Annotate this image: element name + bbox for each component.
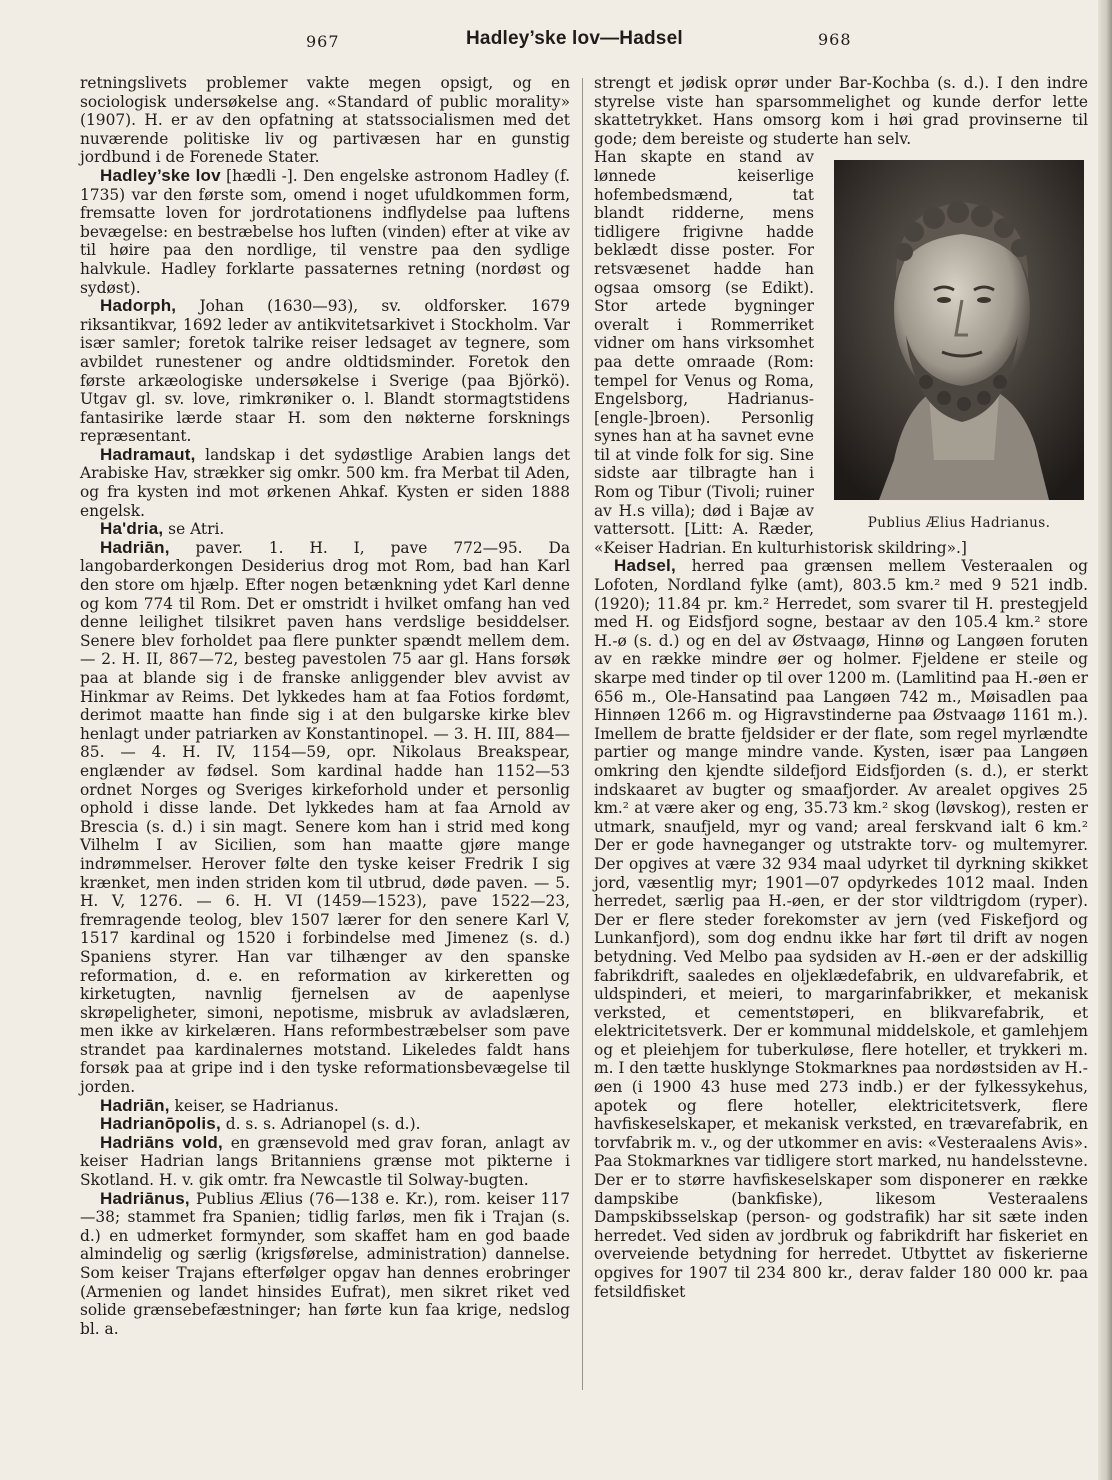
right-column bbox=[594, 74, 1088, 1301]
headword: Hadriān, bbox=[100, 1095, 170, 1115]
figure-caption: Publius Ælius Hadrianus. bbox=[867, 515, 1051, 532]
entry-continuation: retningslivets problemer vakte megen opsigt, og en sociologisk undersøkelse ang. «Standard of public morality» (1907). H. er av den opfatning at statssocialismen med det nuværende politiske liv og partivæsen har en gunstig jordbund i de Forenede Stater. bbox=[80, 74, 570, 167]
portrait-figure bbox=[824, 160, 1094, 533]
entry-hadsel bbox=[594, 557, 1088, 1301]
entry-hadorph bbox=[80, 297, 570, 446]
hadrian-bust-image bbox=[834, 160, 1084, 500]
entry-text: paver. 1. H. I, pave 772—95. Da langobarderkongen Desiderius drog mot Rom, bad han Karl den store om hjælp. Efter nogen betænkning ydet Karl denne og kom 774 til Rom. Det er omstridt i hvilket omfang han ved denne leilighet tilsikret paven hans verdslige besiddelser. Senere blev forholdet paa flere punkter spændt mellem dem. — 2. H. II, 867—72, besteg pavestolen 75 aar gl. Hans forsøk paa at blande sig i de franske anliggender blev avvist av Hinkmar av Reims. Det lykkedes ham at faa Fotios fordømt, derimot maatte han finde sig i at den bulgarske kirke blev henlagt under patriarken av Konstantinopel. — 3. H. III, 884—85. — 4. H. IV, 1154—59, opr. Nikolaus Breakspear, englænder av fødsel. Som kardinal hadde han 1152—53 ordnet Norges og Sveriges kirkeforhold under et personlig ophold i disse lande. Det lykkedes ham at faa Arnold av Brescia (s. d.) i sin magt. Senere kom han i strid med kong Vilhelm I av Sicilien, som han maatte gjøre mange indrømmelser. Herover følte den tyske keiser Fredrik I sig krænket, men inden striden kom til utbrud, døde paven. — 5. H. V, 1276. — 6. H. VI (1459—1523), pave 1522—23, fremragende teolog, blev 1507 lærer for den senere Karl V, 1517 kardinal og 1520 i forbindelse med Jimenez (s. d.) Spaniens styrer. Han var tilhænger av den spanske reformation, d. e. en reformation av kirkeretten og kirketugten, navnlig fjernelsen av de aapenlyse skrøpeligheter, simoni, nepotisme, misbruk av avladslæren, men ikke av kirkelæren. Hans reformbestræbelser som pave strandet paa kardinalernes motstand. Likeledes faldt hans forsøk paa at gripe ind i den tyske reformationsbevægelse til jorden. bbox=[80, 538, 570, 1097]
headword: Hadriān, bbox=[100, 537, 170, 557]
left-column bbox=[80, 74, 570, 1338]
headword: Hadsel, bbox=[614, 556, 676, 576]
column-divider bbox=[582, 78, 583, 1390]
entry-text: d. s. s. Adrianopel (s. d.). bbox=[220, 1115, 421, 1134]
entry-hadramaut bbox=[80, 446, 570, 520]
running-title: Hadley’ske lov—Hadsel bbox=[466, 28, 683, 49]
entry-text: [hædli -]. Den engelske astronom Hadley (f. 1735) var den første som, omend i noget ufuldkommen form, fremsatte loven for jordrotationens indflydelse paa luftens bevægelse: en bestræbelse hos luften (vinden) efter at vike av til høire paa den nordlige, til venstre paa den sydlige halvkule. Hadley forklarte passaternes retning (nordøst og sydøst). bbox=[80, 166, 570, 297]
entry-hadrian-paver bbox=[80, 539, 570, 1097]
entry-text: en grænsevold med grav foran, anlagt av keiser Hadrian langs Britanniens grænse mot pikterne i Skotland. H. v. gik omtr. fra Newcastle til Solway-bugten. bbox=[80, 1133, 570, 1190]
entry-hadrian-keiser bbox=[80, 1097, 570, 1116]
headword: Hadrianōpolis, bbox=[100, 1114, 221, 1134]
headword: Hadorph, bbox=[100, 296, 177, 316]
entry-continuation-wrap: Han skapte en stand av lønnede keiserlige hofembedsmænd, tat blandt ridderne, mens tidligere frigivne hadde beklædt disse poster. For retsvæsenet hadde han ogsaa omsorg (se Edikt). Stor artede bygninger overalt i Rommerriket vidner om hans virksomhet paa dette omraade (Rom: tempel for Venus og Roma, Engelsborg, Hadrianus-[engle-]broen). Personlig synes han at ha savnet evne til at vinde folk for sig. Sine sidste aar tilbragte han i Rom og Tibur (Tivoli; ruiner av H.s villa); død i Bajæ av vattersott. [Litt: A. Ræder, «Keiser Hadrian. En kulturhistorisk skildring».] bbox=[594, 148, 967, 557]
entry-hadrians-vold bbox=[80, 1134, 570, 1190]
headword: Ha'dria, bbox=[100, 519, 164, 539]
headword: Hadriānus, bbox=[100, 1188, 190, 1208]
page-number-left: 967 bbox=[306, 32, 340, 51]
entry-text: se Atri. bbox=[163, 520, 225, 539]
entry-text: keiser, se Hadrianus. bbox=[169, 1096, 339, 1115]
page-header bbox=[0, 28, 1100, 58]
entry-hadrianus bbox=[80, 1190, 570, 1339]
entry-text: landskap i det sydøstlige Arabien langs det Arabiske Hav, strækker sig omkr. 500 km. fra Merbat til Aden, og fra kysten ind mot ørkenen Ahkaf. Kysten er siden 1888 engelsk. bbox=[80, 445, 570, 520]
entry-text: Johan (1630—93), sv. oldforsker. 1679 riksantikvar, 1692 leder av antikvitetsarkivet i Stockholm. Var især samler; foretok talrike reiser ledsaget av tegnere, som avbildet runestener og andre oldtidsminder. Foretok den første arkæologiske undersøkelse i Sverige (paa Björkö). Utgav gl. sv. love, rimkrøniker o. l. Blandt stormagtstidens fantasirike lærde staar H. som den nøkterne forsknings repræsentant. bbox=[80, 297, 570, 446]
headword: Hadley’ske lov bbox=[100, 165, 221, 185]
entry-hadrianopolis bbox=[80, 1115, 570, 1134]
headword: Hadriāns vold, bbox=[100, 1132, 223, 1152]
entry-text: herred paa grænsen mellem Vesteraalen og Lofoten, Nordland fylke (amt), 803.5 km.² med 9 521 indb. (1920); 11.84 pr. km.² Herredet, som svarer til H. prestegjeld med H. og Eidsfjord sogne, bestaar av den 105.4 km.² store H.-ø (s. d.) og en del av Østvaagø, Hinnø og Langøen foruten av en række mindre øer og holmer. Fjeldene er steile og skarpe med tinder op til over 1200 m. (Lamlitind paa H.-øen er 656 m., Ole-Hansatind paa Langøen 742 m., Møisadlen paa Hinnøen 1266 m. og Higravstinderne paa Østvaagø 1161 m.). Imellem de bratte fjeldsider er der flate, som regel myrlændte partier og mange mindre vande. Kysten, især paa Langøen omkring den kjendte sildefjord Eidsfjorden (s. d.), er sterkt indskaaret av bugter og smaafjorder. Av arealet opgives 25 km.² at være aker og eng, 35.73 km.² skog (løvskog), resten er utmark, snaufjeld, myr og vand; areal ferskvand ialt 6 km.² Der er gode havneganger og utstrakte torv- og multemyrer. Der opgives at være 32 934 maal udyrket til dyrkning skikket jord, væsentlig myr; 1901—07 opdyrkedes 1012 maal. Inden herredet, særlig paa H.-øen, er der stor vildtrigdom (ryper). Der er flere steder forekomster av jern (ved Fiskefjord og Lunkanfjord), som dog endnu ikke har ført til drift av nogen betydning. Ved Melbo paa sydsiden av H.-øen er der adskillig fabrikdrift, saaledes en oljeklædefabrik, en uldvarefabrik, et uldspinderi, et meieri, to margarinfabrikker, et mekanisk verksted, et cementstøperi, en blikvarefabrik, et elektricitetsverk. Der er kommunal middelskole, et gamlehjem og et pleiehjem for tuberkuløse, flere hoteller, et trykkeri m. m. I den tætte husklynge Stokmarknes paa nordøstsiden av H.-øen (i 1900 43 huse med 273 indb.) er der fylkessykehus, apotek og flere hoteller, elektricitetsverk, flere havfiskeselskaper, et mekanisk verksted, en trævarefabrik, en torvfabrik m. v., og der utkommer en avis: «Vesteraalens Avis». Paa Stokmarknes var tidligere stort marked, nu handelsstevne. Der er to større havfiskeselskaper som disponerer en række dampskibe (bankfiske), likesom Vesteraalens Dampskibsselskap (person- og godstrafik) har sit sæte inden herredet. Ved siden av jordbruk og fabrikdrift har fiskeriet en overveiende betydning for herredet. Utbyttet av fiskerierne opgives for 1907 til 234 800 kr., derav falder 180 000 kr. paa fetsildfisket bbox=[594, 557, 1089, 1301]
entry-text: Publius Ælius (76—138 e. Kr.), rom. keiser 117—38; stammet fra Spanien; tidlig farløs, men fik i Trajan (s. d.) en udmerket formynder, som skaffet ham en god baade almindelig og særlig (krigsførelse, administration) dannelse. Som keiser Trajans efterfølger opgav han dennes erobringer (Armenien og landet hinsides Eufrat), men sikret riket ved solide grænsebefæstninger; han førte kun faa krige, nedslog bl. a. bbox=[80, 1189, 570, 1338]
headword: Hadramaut, bbox=[100, 444, 196, 464]
entry-hadleyske-lov bbox=[80, 167, 570, 297]
page-number-right: 968 bbox=[818, 30, 852, 49]
book-binding-edge bbox=[1098, 0, 1112, 1480]
entry-continuation: strengt et jødisk oprør under Bar-Kochba (s. d.). I den indre styrelse viste han sparsommelighet og kunde derfor lette skattetrykket. Hans omsorg kom i høi grad provinserne til gode; dem bereiste og studerte han selv. bbox=[594, 74, 1088, 148]
entry-hadria bbox=[80, 520, 570, 539]
